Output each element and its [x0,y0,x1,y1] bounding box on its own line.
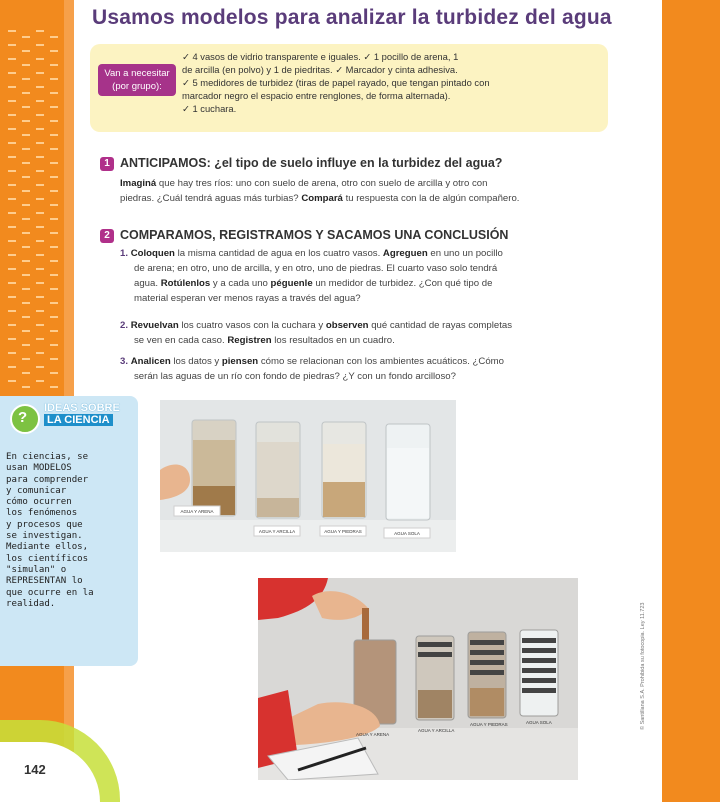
bar-dash-decoration [50,190,58,192]
bar-dash-decoration [50,386,58,388]
materials-tag: Van a necesitar (por grupo): [98,64,176,96]
text-span: los resultados en un cuadro. [271,335,395,346]
bar-dash-decoration [50,162,58,164]
page-title: Usamos modelos para analizar la turbidez del agua [92,6,612,29]
bar-dash-decoration [8,282,16,284]
step-line: de arena; en otro, uno de arcilla, y en otro, uno de piedras. El cuarto vaso solo tendrá [134,263,498,274]
text-span: y a cada uno [210,278,271,289]
copyright-text: © Santillana S.A. Prohibida su fotocopia. Ley 11.723 [640,602,646,730]
bar-dash-decoration [22,78,30,80]
text-span: agua. [134,278,161,289]
photo-stirring-illustration [258,578,578,780]
bar-dash-decoration [50,302,58,304]
bar-dash-decoration [22,190,30,192]
bar-dash-decoration [22,260,30,262]
bar-dash-decoration [36,226,44,228]
bar-dash-decoration [22,344,30,346]
bar-dash-decoration [50,274,58,276]
bar-dash-decoration [8,338,16,340]
bar-dash-decoration [22,36,30,38]
photo-stirring-glasses [258,578,578,780]
bar-dash-decoration [36,282,44,284]
bar-dash-decoration [50,36,58,38]
section-1-number: 1 [100,157,114,171]
bar-dash-decoration [22,120,30,122]
materials-list [182,50,602,115]
photo-four-glasses-illustration [160,400,456,552]
bar-dash-decoration [50,218,58,220]
bar-dash-decoration [8,198,16,200]
bold-verb: Registren [227,335,272,346]
bar-dash-decoration [22,232,30,234]
ideas-line: se investigan. [6,531,83,542]
bar-dash-decoration [36,184,44,186]
materials-item: marcador negro el espacio entre renglones, de forma alternada). [182,90,451,101]
bar-dash-decoration [8,72,16,74]
ideas-line: realidad. [6,598,56,609]
text-span: los cuatro vasos con la cuchara y [178,320,326,331]
bar-dash-decoration [22,218,30,220]
materials-item: ✓ 1 cuchara. [182,103,237,114]
section-1-heading [100,156,502,171]
bar-dash-decoration [8,212,16,214]
bar-dash-decoration [22,330,30,332]
label-glass-3: AGUA Y PIEDRAS [324,529,362,534]
step-1 [120,246,620,306]
bar-dash-decoration [36,240,44,242]
text-span: piedras. ¿Cuál tendrá aguas más turbias? [120,193,302,204]
bar-dash-decoration [22,358,30,360]
bar-dash-decoration [36,156,44,158]
step-line: serán las aguas de un río con fondo de piedras? ¿Y con un fondo arcilloso? [134,371,456,382]
bar-dash-decoration [36,100,44,102]
bar-dash-decoration [50,92,58,94]
bar-dash-decoration [22,386,30,388]
bar-dash-decoration [8,352,16,354]
bar-dash-decoration [50,120,58,122]
bar-dash-decoration [36,310,44,312]
materials-item: ✓ 4 vasos de vidrio transparente e iguales. ✓ 1 pocillo de arena, 1 [182,51,459,62]
ideas-line: Mediante ellos, [6,542,89,553]
bar-dash-decoration [22,92,30,94]
bar-dash-decoration [50,176,58,178]
ideas-line: y procesos que [6,519,83,530]
bar-dash-decoration [36,212,44,214]
bar-dash-decoration [8,254,16,256]
bar-dash-decoration [22,372,30,374]
bar-dash-decoration [36,296,44,298]
bar-dash-decoration [50,148,58,150]
bar-dash-decoration [50,50,58,52]
materials-box [90,44,608,132]
bar-dash-decoration [50,134,58,136]
label-glass-2: AGUA Y ARCILLA [258,529,296,534]
bar-dash-decoration [22,316,30,318]
bold-verb: Rotúlenlos [160,278,211,289]
bar-dash-decoration [8,296,16,298]
text-span: los datos y [170,356,222,367]
bar-dash-decoration [8,268,16,270]
bar-dash-decoration [22,288,30,290]
ideas-line: para comprender [6,474,89,485]
lightbulb-icon: ? [10,404,40,434]
bar-dash-decoration [22,50,30,52]
text-span: se ven en cada caso. [134,335,228,346]
bar-dash-decoration [8,86,16,88]
label-stir-4: AGUA SOLA [526,720,552,725]
text-span: en uno un pocillo [427,248,503,259]
ideas-title-line2: LA CIENCIA [44,414,113,426]
bar-dash-decoration [22,162,30,164]
bar-dash-decoration [8,240,16,242]
step-number: 3. [120,356,129,367]
text-span: cómo se relacionan con los ambientes acuáticos. ¿Cómo [258,356,504,367]
bar-dash-decoration [36,86,44,88]
section-2-heading [100,228,508,243]
bar-dash-decoration [36,352,44,354]
label-glass-1: AGUA Y ARENA [180,509,214,514]
bar-dash-decoration [36,142,44,144]
bar-dash-decoration [36,338,44,340]
bar-dash-decoration [50,106,58,108]
section-1-text [120,176,620,206]
bar-dash-decoration [8,30,16,32]
bold-verb: Analicen [130,356,171,367]
bar-dash-decoration [8,156,16,158]
bar-dash-decoration [36,198,44,200]
bar-dash-decoration [22,176,30,178]
bar-dash-decoration [8,128,16,130]
bar-dash-decoration [36,254,44,256]
bar-dash-decoration [50,260,58,262]
label-stir-1: AGUA Y ARENA [356,732,390,737]
bold-verb: Compará [301,193,343,204]
bar-dash-decoration [36,324,44,326]
ideas-line: En ciencias, se [6,452,89,462]
ideas-line: que ocurre en la [6,587,94,598]
step-number: 1. [120,248,129,259]
label-stir-2: AGUA Y ARCILLA [418,728,455,733]
bar-dash-decoration [8,226,16,228]
bar-dash-decoration [8,100,16,102]
ideas-title [44,402,120,426]
bold-verb: Agreguen [382,248,428,259]
bar-dash-decoration [36,58,44,60]
bar-dash-decoration [8,310,16,312]
ideas-line: cómo ocurren [6,497,72,508]
bold-verb: Revuelvan [130,320,179,331]
ideas-title-line1: IDEAS SOBRE [44,402,120,414]
text-span: que hay tres ríos: uno con suelo de arena, otro con suelo de arcilla y otro con [156,178,488,189]
bar-dash-decoration [22,246,30,248]
section-1-title: ANTICIPAMOS: ¿el tipo de suelo influye en la turbidez del agua? [120,156,503,170]
ideas-text [6,452,134,610]
step-3 [120,354,620,384]
bar-dash-decoration [50,288,58,290]
bar-dash-decoration [8,142,16,144]
label-glass-4: AGUA SOLA [394,531,420,536]
bar-dash-decoration [36,170,44,172]
bold-verb: péguenle [270,278,313,289]
section-2-number: 2 [100,229,114,243]
bar-dash-decoration [22,204,30,206]
ideas-line: "simulan" o [6,564,67,575]
bar-dash-decoration [50,358,58,360]
bar-dash-decoration [50,64,58,66]
step-2 [120,318,620,348]
step-line: material esperan ver menos rayas a través del agua? [134,293,361,304]
text-span: la misma cantidad de agua en los cuatro vasos. [174,248,383,259]
bar-dash-decoration [22,134,30,136]
ideas-line: los científicos [6,553,89,564]
materials-item: ✓ 5 medidores de turbidez (tiras de papel rayado, que tengan pintado con [182,77,490,88]
bar-dash-decoration [8,366,16,368]
bar-dash-decoration [36,366,44,368]
bar-dash-decoration [22,64,30,66]
step-number: 2. [120,320,129,331]
bar-dash-decoration [22,274,30,276]
label-stir-3: AGUA Y PIEDRAS [470,722,508,727]
page-number: 142 [24,762,46,777]
bar-dash-decoration [50,316,58,318]
bar-dash-decoration [50,78,58,80]
bar-dash-decoration [8,380,16,382]
bar-dash-decoration [50,204,58,206]
ideas-line: REPRESENTAN lo [6,576,83,587]
bar-dash-decoration [50,246,58,248]
text-span: tu respuesta con la de algún compañero. [342,193,520,204]
bold-verb: Imaginá [120,178,157,189]
bar-dash-decoration [36,30,44,32]
bar-dash-decoration [50,232,58,234]
copyright-vertical [640,580,652,730]
bar-dash-decoration [8,324,16,326]
bar-dash-decoration [50,344,58,346]
bar-dash-decoration [22,106,30,108]
bar-dash-decoration [8,184,16,186]
bold-verb: Coloquen [130,248,175,259]
bar-dash-decoration [36,128,44,130]
photo-four-glasses [160,400,456,552]
bar-dash-decoration [8,114,16,116]
bar-dash-decoration [22,302,30,304]
text-span: un medidor de turbidez. ¿Con qué tipo de [312,278,493,289]
bar-dash-decoration [50,372,58,374]
section-2-title: COMPARAMOS, REGISTRAMOS Y SACAMOS UNA CONCLUSIÓN [120,228,509,242]
bar-dash-decoration [36,114,44,116]
bar-dash-decoration [50,330,58,332]
bar-dash-decoration [8,58,16,60]
bar-dash-decoration [8,44,16,46]
bar-dash-decoration [22,148,30,150]
bar-dash-decoration [36,44,44,46]
text-span: qué cantidad de rayas completas [368,320,513,331]
ideas-line: usan MODELOS [6,463,72,474]
bold-verb: piensen [221,356,259,367]
materials-item: de arcilla (en polvo) y 1 de piedritas. ✓ Marcador y cinta adhesiva. [182,64,458,75]
bar-dash-decoration [36,72,44,74]
bar-dash-decoration [36,268,44,270]
bar-dash-decoration [36,380,44,382]
bold-verb: observen [325,320,369,331]
bar-dash-decoration [8,170,16,172]
ideas-line: y comunicar [6,485,67,496]
ideas-line: los fenómenos [6,508,78,519]
